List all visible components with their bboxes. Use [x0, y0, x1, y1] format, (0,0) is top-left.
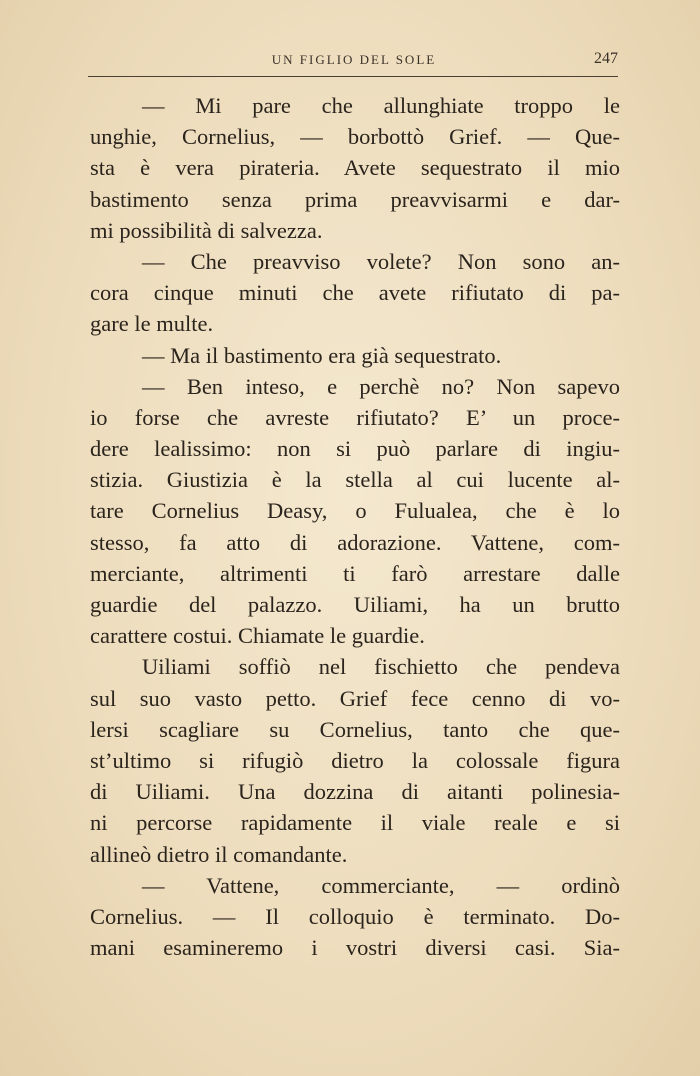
text-line: — Ben inteso, e perchè no? Non sapevo — [142, 373, 620, 399]
text-line: lersi scagliare su Cornelius, tanto che que- — [90, 716, 620, 742]
text-line: carattere costui. Chiamate le guardie. — [90, 623, 425, 649]
text-line: stesso, fa atto di adorazione. Vattene, com- — [90, 529, 620, 555]
text-line: mi possibilità di salvezza. — [90, 217, 323, 243]
text-line: Uiliami soffiò nel fischietto che pendeva — [142, 654, 620, 680]
text-line: io forse che avreste rifiutato? E’ un proce- — [90, 404, 620, 430]
text-line: — Mi pare che allunghiate troppo le — [142, 93, 620, 118]
text-line: — Ma il bastimento era già sequestrato. — [142, 342, 502, 368]
running-title: UN FIGLIO DEL SOLE — [271, 52, 437, 67]
header-rule — [88, 76, 618, 77]
text-line: tare Cornelius Deasy, o Fulualea, che è lo — [90, 498, 620, 524]
text-line: — Vattene, commerciante, — ordinò — [142, 872, 620, 898]
body-text — [90, 90, 624, 963]
text-line: mani esamineremo i vostri diversi casi. Sia- — [90, 935, 620, 961]
text-line: guardie del palazzo. Uiliami, ha un brutto — [90, 592, 620, 617]
text-line: sta è vera pirateria. Avete sequestrato il mio — [90, 155, 620, 181]
text-line: bastimento senza prima preavvisarmi e dar- — [90, 186, 620, 212]
text-line: — Che preavviso volete? Non sono an- — [142, 248, 620, 274]
text-line: Cornelius. — Il colloquio è terminato. Do- — [90, 903, 620, 929]
text-line: cora cinque minuti che avete rifiutato di pa- — [90, 280, 620, 306]
text-line: di Uiliami. Una dozzina di aitanti polinesia- — [90, 779, 620, 805]
text-line: st’ultimo si rifugiò dietro la colossale figura — [90, 747, 620, 773]
text-line: dere lealissimo: non si può parlare di ingiu- — [90, 436, 620, 462]
text-line: unghie, Cornelius, — borbottò Grief. — Que- — [90, 124, 620, 150]
text-line: gare le multe. — [90, 311, 214, 337]
text-line: stizia. Giustizia è la stella al cui lucente al- — [90, 467, 620, 493]
text-line: allineò dietro il comandante. — [90, 841, 348, 867]
text-line: sul suo vasto petto. Grief fece cenno di vo- — [90, 685, 620, 711]
page-number: 247 — [594, 50, 618, 67]
page-header — [88, 48, 620, 74]
text-line: ni percorse rapidamente il viale reale e si — [90, 810, 620, 836]
text-line: merciante, altrimenti ti farò arrestare dalle — [90, 560, 620, 586]
